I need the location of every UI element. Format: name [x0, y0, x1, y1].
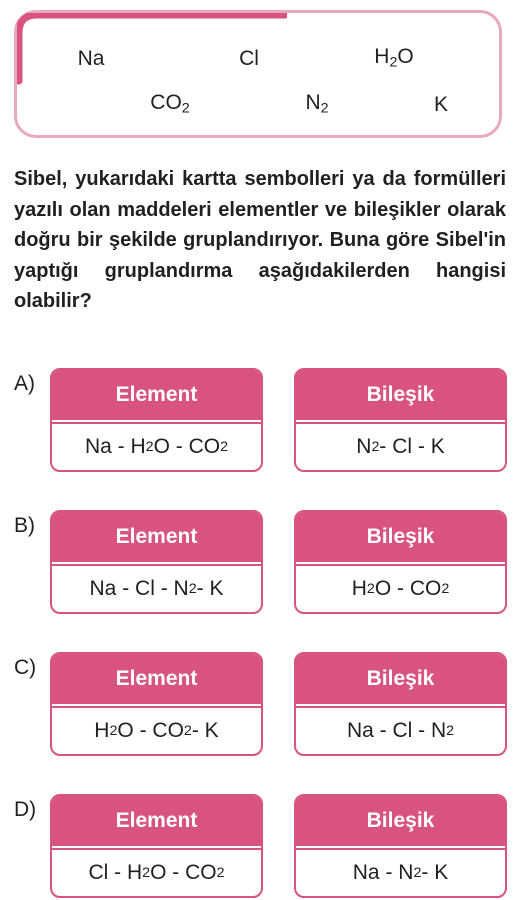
- option-b-letter[interactable]: B): [14, 514, 35, 537]
- element-header: Element: [52, 512, 261, 564]
- element-header: Element: [52, 796, 261, 848]
- option-b-element-list: Na - Cl - N 2 - K: [89, 577, 224, 600]
- option-a-element-list: Na - H 2 O - CO 2: [84, 435, 229, 458]
- option-d-element-list: Cl - H 2 O - CO 2: [88, 861, 225, 884]
- question-text: Sibel, yukarıdaki kartta sembolleri ya da formülleri yazılı olan maddeleri elementler ve bileşikler olarak doğru bir şekilde gruplandırıyor. Buna göre Sibel'in yaptığı gruplandırma aşağıdakilerden hangisi olabilir?: [14, 168, 506, 312]
- option-c-letter[interactable]: C): [14, 656, 37, 679]
- compound-header: Bileşik: [296, 370, 505, 422]
- option-b-compound-list: H 2 O - CO 2: [351, 577, 450, 600]
- symbol-co2: $CO_2$: [150, 91, 190, 117]
- symbol-n2: $N_2$: [305, 91, 329, 117]
- symbol-na: Na: [77, 47, 105, 70]
- option-b-element-box[interactable]: [50, 510, 263, 614]
- symbol-h2o: $H_2O$: [374, 45, 414, 71]
- symbol-k: K: [433, 93, 449, 116]
- compound-header: Bileşik: [296, 796, 505, 848]
- symbol-cl: Cl: [239, 47, 259, 70]
- option-c-element-list: H 2 O - CO 2 - K: [94, 719, 219, 742]
- compound-header: Bileşik: [296, 512, 505, 564]
- option-d-compound-list: Na - N 2 - K: [352, 861, 449, 884]
- compound-header: Bileşik: [296, 654, 505, 706]
- option-c-compound-list: Na - Cl - N 2: [346, 719, 455, 742]
- option-d-element-box[interactable]: [50, 794, 263, 898]
- symbol-card: [14, 10, 502, 138]
- option-d-letter[interactable]: D): [14, 798, 37, 821]
- option-a-compound-box[interactable]: [294, 368, 507, 472]
- option-b-compound-box[interactable]: [294, 510, 507, 614]
- option-c-compound-box[interactable]: [294, 652, 507, 756]
- option-a-compound-list: N 2 - Cl - K: [356, 435, 445, 458]
- element-header: Element: [52, 654, 261, 706]
- option-c-element-box[interactable]: [50, 652, 263, 756]
- element-header: Element: [52, 370, 261, 422]
- option-d-compound-box[interactable]: [294, 794, 507, 898]
- option-a-letter[interactable]: A): [14, 372, 35, 395]
- option-a-element-box[interactable]: [50, 368, 263, 472]
